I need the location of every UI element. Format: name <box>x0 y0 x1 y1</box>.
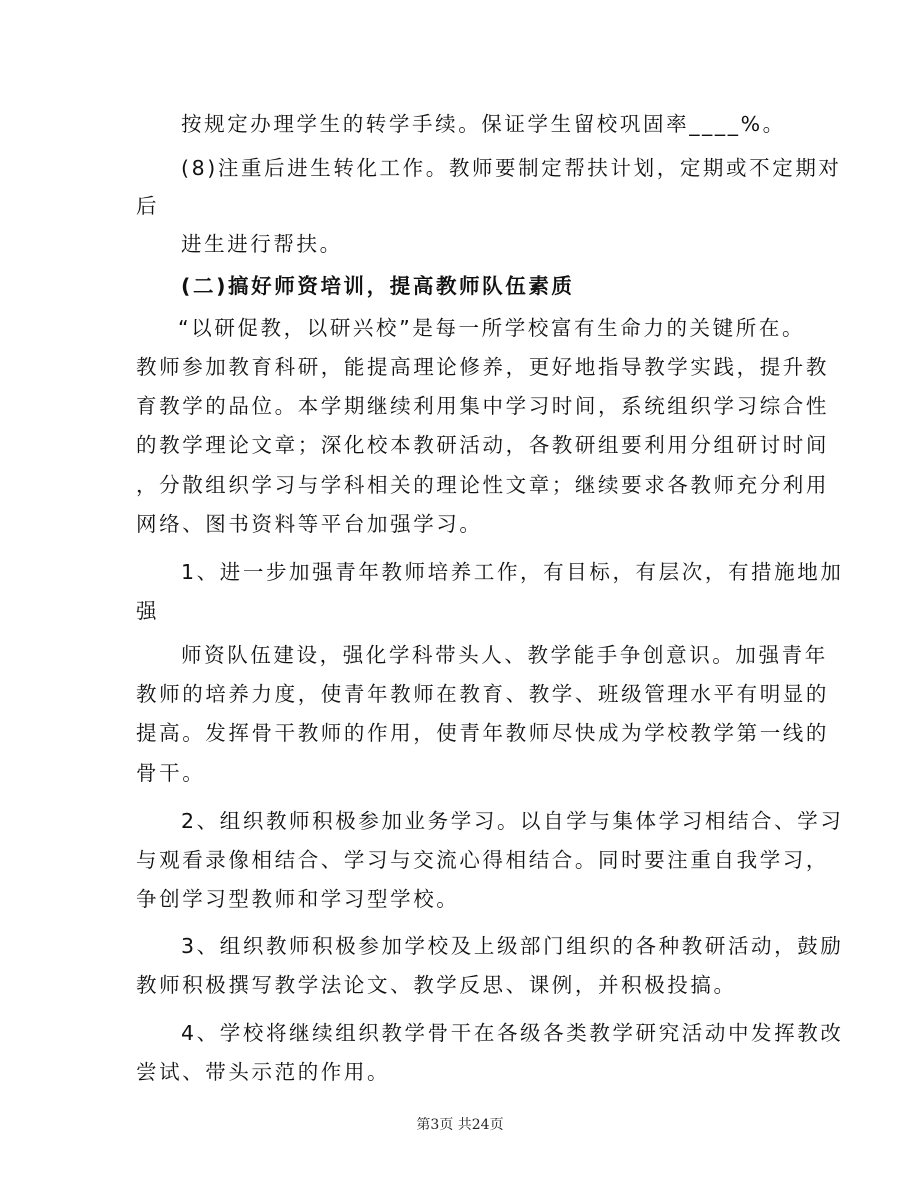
page-number: 第3页 共24页 <box>416 1117 504 1133</box>
text-line: 的教学理论文章；深化校本教研活动，各教研组要利用分组研讨时间 <box>136 433 829 457</box>
text-line: 与观看录像相结合、学习与交流心得相结合。同时要注重自我学习， <box>136 848 829 872</box>
text-line: 2、组织教师积极参加业务学习。以自学与集体学习相结合、学习 <box>181 809 844 833</box>
text-line: 师资队伍建设，强化学科带头人、教学能手争创意识。加强青年 <box>181 643 828 667</box>
text-line: 教师的培养力度，使青年教师在教育、教学、班级管理水平有明显的 <box>136 682 829 706</box>
text-line: 后 <box>136 194 160 218</box>
text-line: 按规定办理学生的转学手续。保证学生留校巩固率____%。 <box>181 112 786 136</box>
text-line: 骨干。 <box>136 761 206 785</box>
text-line: 教师积极撰写教学法论文、教学反思、课例，并积极投搞。 <box>136 973 737 997</box>
text-line: 教师参加教育科研，能提高理论修养，更好地指导教学实践，提升教 <box>136 355 829 379</box>
text-line: “以研促教，以研兴校”是每一所学校富有生命力的关键所在。 <box>178 316 806 340</box>
text-line: 争创学习型教师和学习型学校。 <box>136 887 460 911</box>
text-line: 1、进一步加强青年教师培养工作，有目标，有层次，有措施地加 <box>181 560 844 584</box>
text-line: 4、学校将继续组织教学骨干在各级各类教学研究活动中发挥教改 <box>181 1021 844 1045</box>
section-heading: (二)搞好师资培训，提高教师队伍素质 <box>181 274 575 298</box>
text-line: (8)注重后进生转化工作。教师要制定帮扶计划，定期或不定期对 <box>181 156 842 180</box>
text-line: 强 <box>136 599 160 623</box>
text-line: 网络、图书资料等平台加强学习。 <box>136 512 483 536</box>
text-line: 3、组织教师积极参加学校及上级部门组织的各种教研活动，鼓励 <box>181 934 844 958</box>
text-line: 尝试、带头示范的作用。 <box>136 1060 391 1084</box>
text-line: 提高。发挥骨干教师的作用，使青年教师尽快成为学校教学第一线的 <box>136 721 829 745</box>
text-line: 育教学的品位。本学期继续利用集中学习时间，系统组织学习综合性 <box>136 394 829 418</box>
text-line: 进生进行帮扶。 <box>181 232 343 256</box>
text-line: ，分散组织学习与学科相关的理论性文章；继续要求各教师充分利用 <box>136 473 829 497</box>
